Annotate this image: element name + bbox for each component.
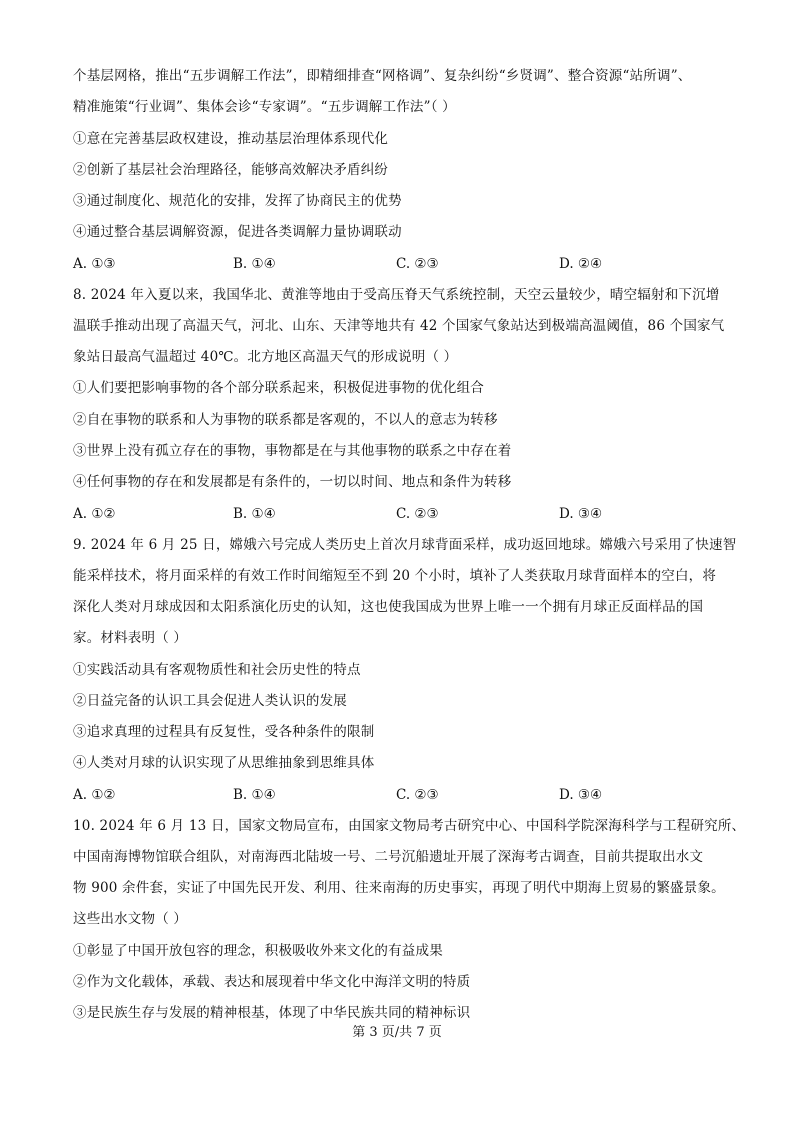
q7-stem-line-2: 精准施策“行业调”、集体会诊“专家调”。“五步调解工作法”（ ） [73, 99, 456, 115]
q9-statement-4: ④人类对月球的认识实现了从思维抽象到思维具体 [73, 755, 375, 771]
q8-option-c[interactable]: C. ②③ [396, 506, 439, 522]
q9-statement-3: ③追求真理的过程具有反复性，受各种条件的限制 [73, 724, 375, 740]
q8-stem-line-1: 8. 2024 年入夏以来，我国华北、黄淮等地由于受高压脊天气系统控制，天空云量较少，晴空辐射和下沉增 [73, 287, 720, 303]
q9-stem-line-2: 能采样技术，将月面采样的有效工作时间缩短至不到 20 个小时，填补了人类获取月球背面样本的空白，将 [73, 568, 717, 584]
q8-statement-3: ③世界上没有孤立存在的事物，事物都是在与其他事物的联系之中存在着 [73, 443, 512, 459]
q8-option-b[interactable]: B. ①④ [233, 506, 276, 522]
q8-stem-line-2: 温联手推动出现了高温天气，河北、山东、天津等地共有 42 个国家气象站达到极端高温阈值，86 个国家气 [73, 318, 725, 334]
q9-option-d[interactable]: D. ③④ [559, 787, 603, 803]
q10-statement-2: ②作为文化载体，承载、表达和展现着中华文化中海洋文明的特质 [73, 974, 471, 990]
q7-statement-2: ②创新了基层社会治理路径，能够高效解决矛盾纠纷 [73, 162, 389, 178]
q9-statement-2: ②日益完备的认识工具会促进人类认识的发展 [73, 693, 347, 709]
q10-statement-3: ③是民族生存与发展的精神根基，体现了中华民族共同的精神标识 [73, 1005, 471, 1021]
q10-statement-1: ①彰显了中国开放包容的理念，积极吸收外来文化的有益成果 [73, 943, 443, 959]
q8-stem-line-3: 象站日最高气温超过 40℃。北方地区高温天气的形成说明（ ） [73, 349, 458, 365]
q9-option-c[interactable]: C. ②③ [396, 787, 439, 803]
q7-option-a[interactable]: A. ①③ [73, 256, 116, 272]
q7-option-c[interactable]: C. ②③ [396, 256, 439, 272]
q7-statement-4: ④通过整合基层调解资源，促进各类调解力量协调联动 [73, 224, 402, 240]
q7-option-b[interactable]: B. ①④ [233, 256, 276, 272]
q8-statement-4: ④任何事物的存在和发展都是有条件的，一切以时间、地点和条件为转移 [73, 474, 512, 490]
q9-stem-line-3: 深化人类对月球成因和太阳系演化历史的认知，这也使我国成为世界上唯一一个拥有月球正反面样品的国 [73, 599, 704, 615]
page-number-footer: 第 3 页/共 7 页 [352, 1025, 442, 1040]
q9-stem-line-4: 家。材料表明（ ） [73, 630, 188, 646]
q10-stem-line-1: 10. 2024 年 6 月 13 日，国家文物局宣布，由国家文物局考古研究中心、中国科学院深海科学与工程研究所、 [73, 818, 746, 834]
q9-statement-1: ①实践活动具有客观物质性和社会历史性的特点 [73, 662, 361, 678]
q7-option-d[interactable]: D. ②④ [559, 256, 603, 272]
q9-option-a[interactable]: A. ①② [73, 787, 116, 803]
q7-stem-line-1: 个基层网格，推出“五步调解工作法”，即精细排查“网格调”、复杂纠纷“乡贤调”、整合资源“站所调”、 [73, 68, 692, 84]
q8-statement-2: ②自在事物的联系和人为事物的联系都是客观的，不以人的意志为转移 [73, 412, 498, 428]
q7-options [73, 254, 713, 274]
q10-stem-line-2: 中国南海博物馆联合组队，对南海西北陆坡一号、二号沉船遗址开展了深海考古调查，目前共提取出水文 [73, 849, 704, 865]
q9-option-b[interactable]: B. ①④ [233, 787, 276, 803]
q8-statement-1: ①人们要把影响事物的各个部分联系起来，积极促进事物的优化组合 [73, 380, 484, 396]
q7-statement-1: ①意在完善基层政权建设，推动基层治理体系现代化 [73, 131, 389, 147]
q10-stem-line-4: 这些出水文物（ ） [73, 911, 188, 927]
q9-stem-line-1: 9. 2024 年 6 月 25 日，嫦娥六号完成人类历史上首次月球背面采样，成功返回地球。嫦娥六号采用了快速智 [73, 537, 737, 553]
q10-stem-line-3: 物 900 余件套，实证了中国先民开发、利用、往来南海的历史事实，再现了明代中期海上贸易的繁盛景象。 [73, 880, 725, 896]
q8-options [73, 504, 713, 524]
q9-options [73, 785, 713, 805]
q7-statement-3: ③通过制度化、规范化的安排，发挥了协商民主的优势 [73, 193, 402, 209]
q8-option-a[interactable]: A. ①② [73, 506, 116, 522]
q8-option-d[interactable]: D. ③④ [559, 506, 603, 522]
